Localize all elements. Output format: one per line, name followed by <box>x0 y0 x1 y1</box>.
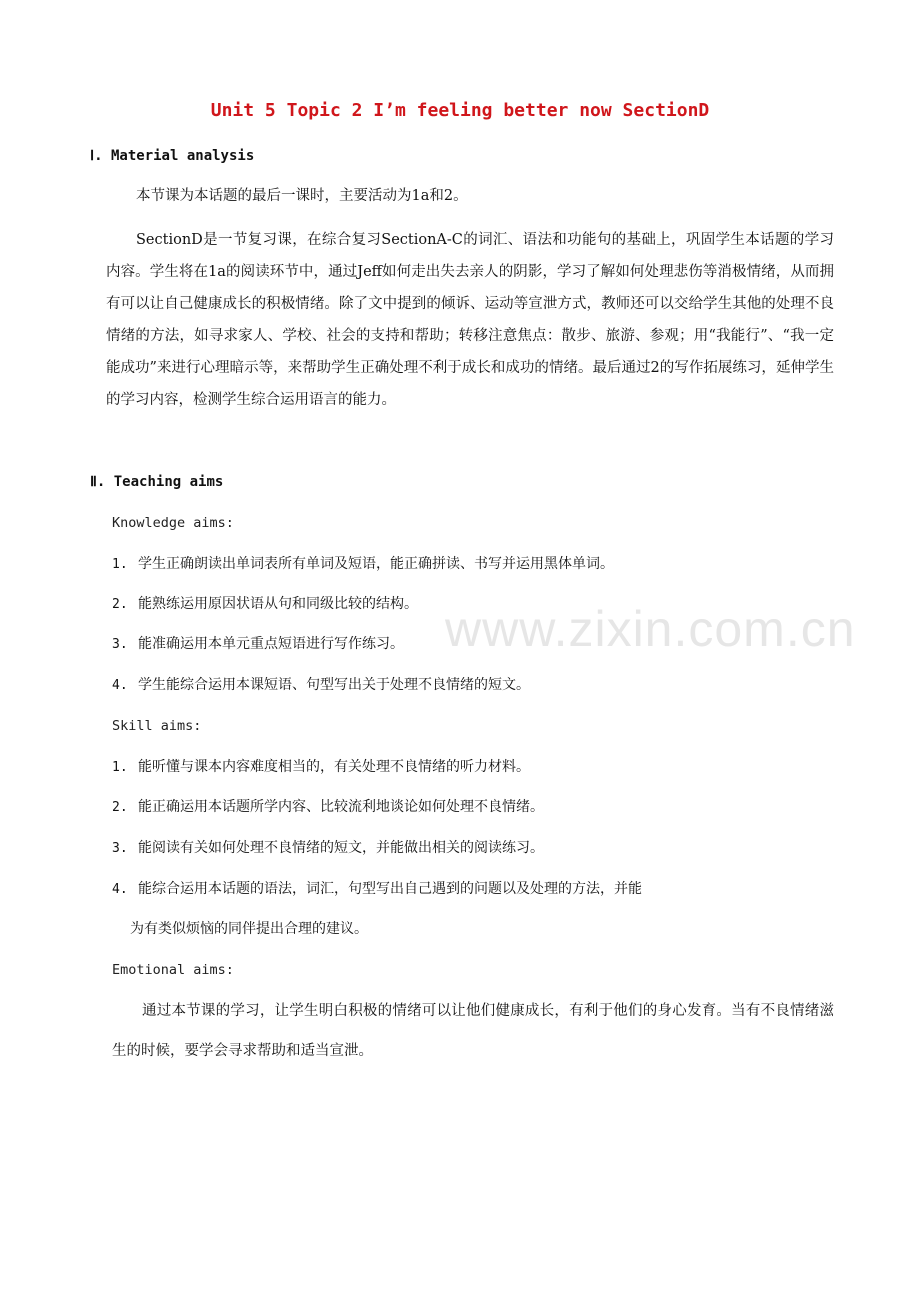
knowledge-aim-item <box>112 675 832 696</box>
emotional-aims-paragraph: 通过本节课的学习，让学生明白积极的情绪可以让他们健康成长，有利于他们的身心发育。当有不良情绪滋生的时候，要学会寻求帮助和适当宣泄。 <box>112 1003 834 1059</box>
section-heading-teaching-aims: Ⅱ. Teaching aims <box>90 474 224 490</box>
item-number: 2. <box>112 800 128 815</box>
paragraph-intro: 本节课为本话题的最后一课时，主要活动为1a和2。 <box>136 188 468 204</box>
item-number: 2. <box>112 597 128 612</box>
knowledge-aims-label: Knowledge aims: <box>112 515 234 531</box>
item-text: 能正确运用本话题所学内容、比较流利地谈论如何处理不良情绪。 <box>138 799 544 815</box>
section-heading-material-analysis: Ⅰ. Material analysis <box>90 148 255 164</box>
item-text: 能综合运用本话题的语法，词汇，句型写出自己遇到的问题以及处理的方法，并能 <box>138 881 642 897</box>
skill-aim-item <box>112 879 832 900</box>
item-text: 学生正确朗读出单词表所有单词及短语，能正确拼读、书写并运用黑体单词。 <box>138 556 614 572</box>
item-number: 4. <box>112 678 128 693</box>
skill-aim-continuation: 为有类似烦恼的同伴提出合理的建议。 <box>130 921 368 937</box>
item-text: 能准确运用本单元重点短语进行写作练习。 <box>138 636 404 652</box>
skill-aim-item <box>112 838 832 859</box>
item-text: 能阅读有关如何处理不良情绪的短文，并能做出相关的阅读练习。 <box>138 840 544 856</box>
item-number: 1. <box>112 557 128 572</box>
document-title: Unit 5 Topic 2 I’m feeling better now SectionD <box>210 100 710 121</box>
knowledge-aim-item <box>112 554 832 575</box>
item-text: 能熟练运用原因状语从句和同级比较的结构。 <box>138 596 418 612</box>
item-number: 1. <box>112 760 128 775</box>
item-number: 3. <box>112 637 128 652</box>
item-number: 4. <box>112 882 128 897</box>
paragraph-analysis: SectionD是一节复习课，在综合复习SectionA-C的词汇、语法和功能句的基础上，巩固学生本话题的学习内容。学生将在1a的阅读环节中，通过Jeff如何走出失去亲人的阴影，学习了解如何处理悲伤等消极情绪，从而拥有可以让自己健康成长的积极情绪。除了文中提到的倾诉、运动等宣泄方式，教师还可以交给学生其他的处理不良情绪的方法，如寻求家人、学校、社会的支持和帮助；转移注意焦点：散步、旅游、参观；用“我能行”、“我一定能成功”来进行心理暗示等，来帮助学生正确处理不利于成长和成功的情绪。最后通过2的写作拓展练习，延伸学生的学习内容，检测学生综合运用语言的能力。 <box>106 232 834 408</box>
skill-aims-label: Skill aims: <box>112 718 202 734</box>
skill-aim-item <box>112 797 832 818</box>
emotional-aims-label: Emotional aims: <box>112 962 234 978</box>
skill-aim-item <box>112 757 832 778</box>
watermark: www.zixin.com.cn <box>445 601 856 657</box>
item-text: 能听懂与课本内容难度相当的，有关处理不良情绪的听力材料。 <box>138 759 530 775</box>
item-number: 3. <box>112 841 128 856</box>
item-text: 学生能综合运用本课短语、句型写出关于处理不良情绪的短文。 <box>138 677 530 693</box>
